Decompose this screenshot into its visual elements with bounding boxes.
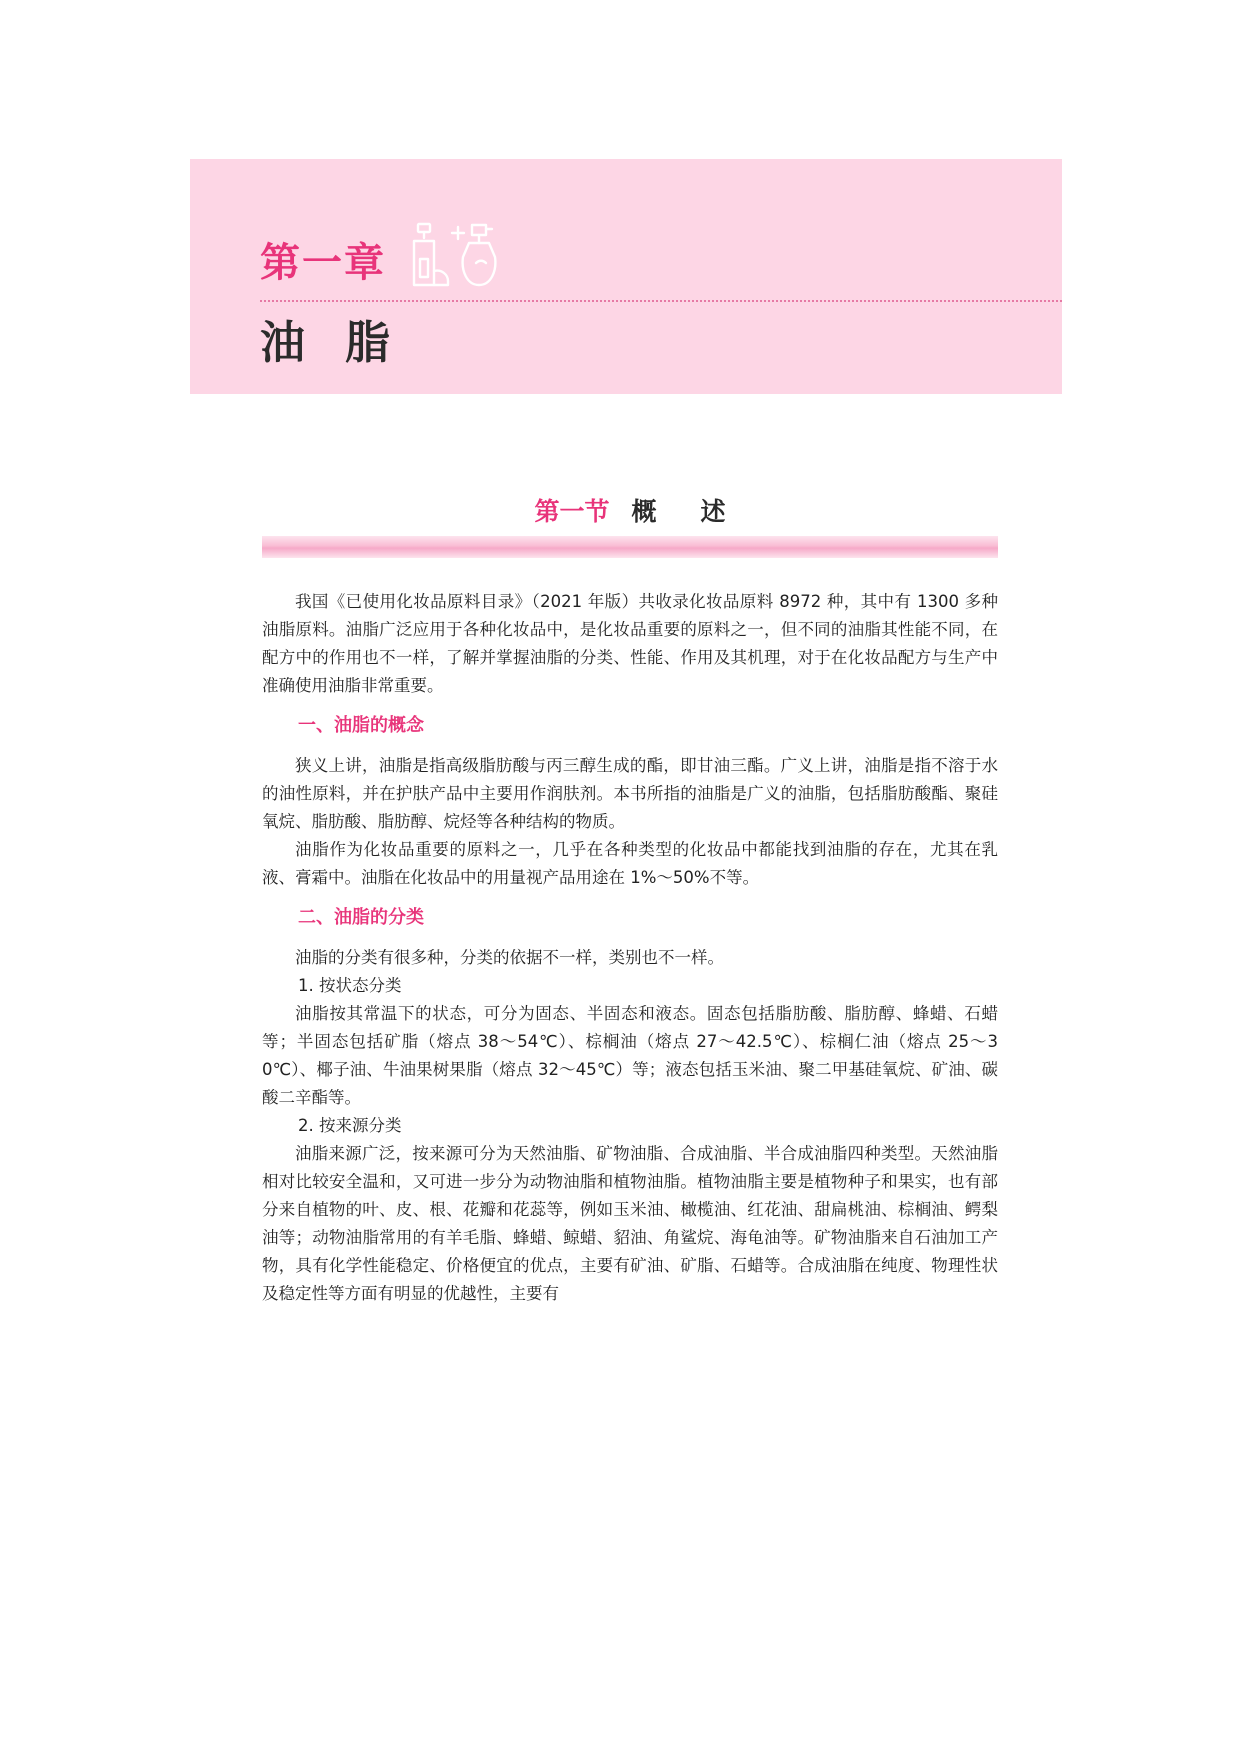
section-title-part1: 概 [631,497,657,526]
chapter-banner [190,159,1062,394]
section-title [631,497,725,526]
classification-by-source-text: 油脂来源广泛，按来源可分为天然油脂、矿物油脂、合成油脂、半合成油脂四种类型。天然油脂相对比较安全温和，又可进一步分为动物油脂和植物油脂。植物油脂主要是植物种子和果实，也有部分来自植物的叶、皮、根、花瓣和花蕊等，例如玉米油、橄榄油、红花油、甜扁桃油、棕榈油、鳄梨油等；动物油脂常用的有羊毛脂、蜂蜡、鲸蜡、貂油、角鲨烷、海龟油等。矿物油脂来自石油加工产物，具有化学性能稳定、价格便宜的优点，主要有矿油、矿脂、石蜡等。合成油脂在纯度、物理性状及稳定性等方面有明显的优越性，主要有 [262,1144,998,1303]
chapter-title [260,316,391,369]
subheading-classification: 二、油脂的分类 [298,907,424,928]
concept-paragraph-2: 油脂作为化妆品重要的原料之一，几乎在各种类型的化妆品中都能找到油脂的存在，尤其在乳液、膏霜中。油脂在化妆品中的用量视产品用途在 1%～50%不等。 [262,840,998,887]
subheading-concept: 一、油脂的概念 [298,715,424,736]
cosmetics-bottles-icon [400,221,510,289]
concept-paragraph-1: 狭义上讲，油脂是指高级脂肪酸与丙三醇生成的酯，即甘油三酯。广义上讲，油脂是指不溶于水的油性原料，并在护肤产品中主要用作润肤剂。本书所指的油脂是广义的油脂，包括脂肪酸酯、聚硅氧烷、脂肪酸、脂肪醇、烷烃等各种结构的物质。 [262,756,998,831]
classification-by-state-heading: 1. 按状态分类 [298,976,402,995]
chapter-label: 第一章 [260,240,386,286]
section-title-part2: 述 [700,497,726,526]
chapter-divider [260,300,1062,302]
chapter-title-part2: 脂 [345,316,391,369]
classification-intro: 油脂的分类有很多种，分类的依据不一样，类别也不一样。 [295,948,724,967]
section-number: 第一节 [534,497,610,526]
classification-by-state-text: 油脂按其常温下的状态，可分为固态、半固态和液态。固态包括脂肪酸、脂肪醇、蜂蜡、石蜡等；半固态包括矿脂（熔点 38～54℃）、棕榈油（熔点 27～42.5℃）、棕榈仁油（熔点 25～30℃）、椰子油、牛油果树果脂（熔点 32～45℃）等；液态包括玉米油、聚二甲基硅氧烷、矿油、碳酸二辛酯等。 [262,1004,998,1107]
section-heading [262,496,998,528]
section-content [262,588,998,1308]
intro-paragraph: 我国《已使用化妆品原料目录》（2021 年版）共收录化妆品原料 8972 种，其中有 1300 多种油脂原料。油脂广泛应用于各种化妆品中，是化妆品重要的原料之一，但不同的油脂其性能不同，在配方中的作用也不一样，了解并掌握油脂的分类、性能、作用及其机理，对于在化妆品配方与生产中准确使用油脂非常重要。 [262,592,998,695]
chapter-title-part1: 油 [260,316,306,369]
section-underline-bar [262,536,998,558]
classification-by-source-heading: 2. 按来源分类 [298,1116,402,1135]
